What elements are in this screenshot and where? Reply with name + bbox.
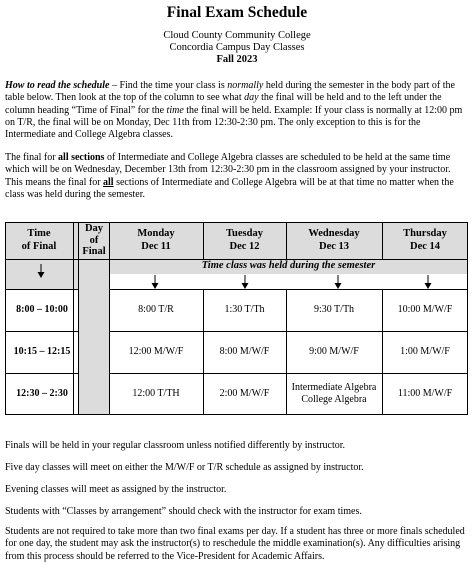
semester-time-banner: Time class was held during the semester [201,260,376,271]
slot-tue-2: 8:00 M/W/F [219,346,270,357]
day-of-final-column [79,259,109,415]
college-name: Cloud County Community College [163,30,311,41]
arrow-down-icon [423,275,433,289]
note-classroom: Finals will be held in your regular classroom unless notified differently by instructor. [5,440,346,451]
slot-tue-3: 2:00 M/W/F [219,388,270,399]
time-row-1: 8:00 – 10:00 [16,304,68,315]
slot-mon-3: 12:00 T/TH [132,388,180,399]
time-row-2: 10:15 – 12:15 [13,346,71,357]
day-header-thursday: Thursday Dec 14 [403,228,447,252]
arrow-down-icon [240,275,250,289]
note-evening: Evening classes will meet as assigned by the instructor. [5,484,227,495]
arrow-down-icon [36,264,46,278]
day-of-final-header: Day of Final [82,223,106,258]
slot-thu-3: 11:00 M/W/F [397,388,453,399]
slot-tue-1: 1:30 T/Th [224,304,265,315]
slot-wed-2: 9:00 M/W/F [309,346,359,357]
time-of-final-header: Time of Final [21,228,57,252]
note-by-arrangement: Students with “Classes by arrangement” should check with the instructor for exam times. [5,506,362,517]
slot-thu-1: 10:00 M/W/F [397,304,453,315]
slot-mon-1: 8:00 T/R [138,304,174,315]
note-five-day: Five day classes will meet on either the M/W/F or T/R schedule as assigned by instructor. [5,462,364,473]
slot-thu-2: 1:00 M/W/F [400,346,450,357]
day-header-tuesday: Tuesday Dec 12 [226,228,263,252]
slot-mon-2: 12:00 M/W/F [128,346,184,357]
day-header-wednesday: Wednesday Dec 13 [308,228,360,252]
slot-wed-3-line-2: College Algebra [301,394,367,405]
slot-wed-3 [286,373,382,415]
time-row-3: 12:30 – 2:30 [16,388,68,399]
how-to-read-paragraph: How to read the schedule – Find the time your class is normally held during the semester in the body part of the table below. Then look at the top of the column to see what day the final will be held and to the left under the column heading “Time of Final” for the time the final will be held. Example: If your class is normally at 12:00 pm on T/R, the final will be on Monday, Dec 11th from 12:30-2:30 pm. The only exception to this is for the Intermediate and College Algebra classes. [5,80,463,141]
exam-schedule-table [5,222,468,415]
slot-wed-3-line-1: Intermediate Algebra [291,382,377,393]
day-header-monday: Monday Dec 11 [137,228,175,252]
term-label: Fall 2023 [216,54,258,65]
algebra-exception-paragraph: The final for all sections of Intermediate and College Algebra classes are scheduled to be held at the same time which will be on Wednesday, December 13th from 12:30-2:30 pm in the classroom assigned by your instructor. This means the final for all sections of Intermediate and College Algebra will be at that time no matter when the class was held during the semester. [5,152,454,200]
page-title: Final Exam Schedule [166,4,308,21]
arrow-down-icon [150,275,160,289]
slot-wed-1: 9:30 T/Th [313,304,355,315]
how-to-read-lead: How to read the schedule [5,80,110,91]
campus-name: Concordia Campus Day Classes [169,42,305,53]
note-two-finals: Students are not required to take more than two final exams per day. If a student has three or more finals scheduled for one day, the student may ask the instructor(s) to reschedule the middle examination(s). Any difficulties arising from this process should be referred to the Vice-President for Academic Affairs. [5,526,465,562]
arrow-down-icon [333,275,343,289]
